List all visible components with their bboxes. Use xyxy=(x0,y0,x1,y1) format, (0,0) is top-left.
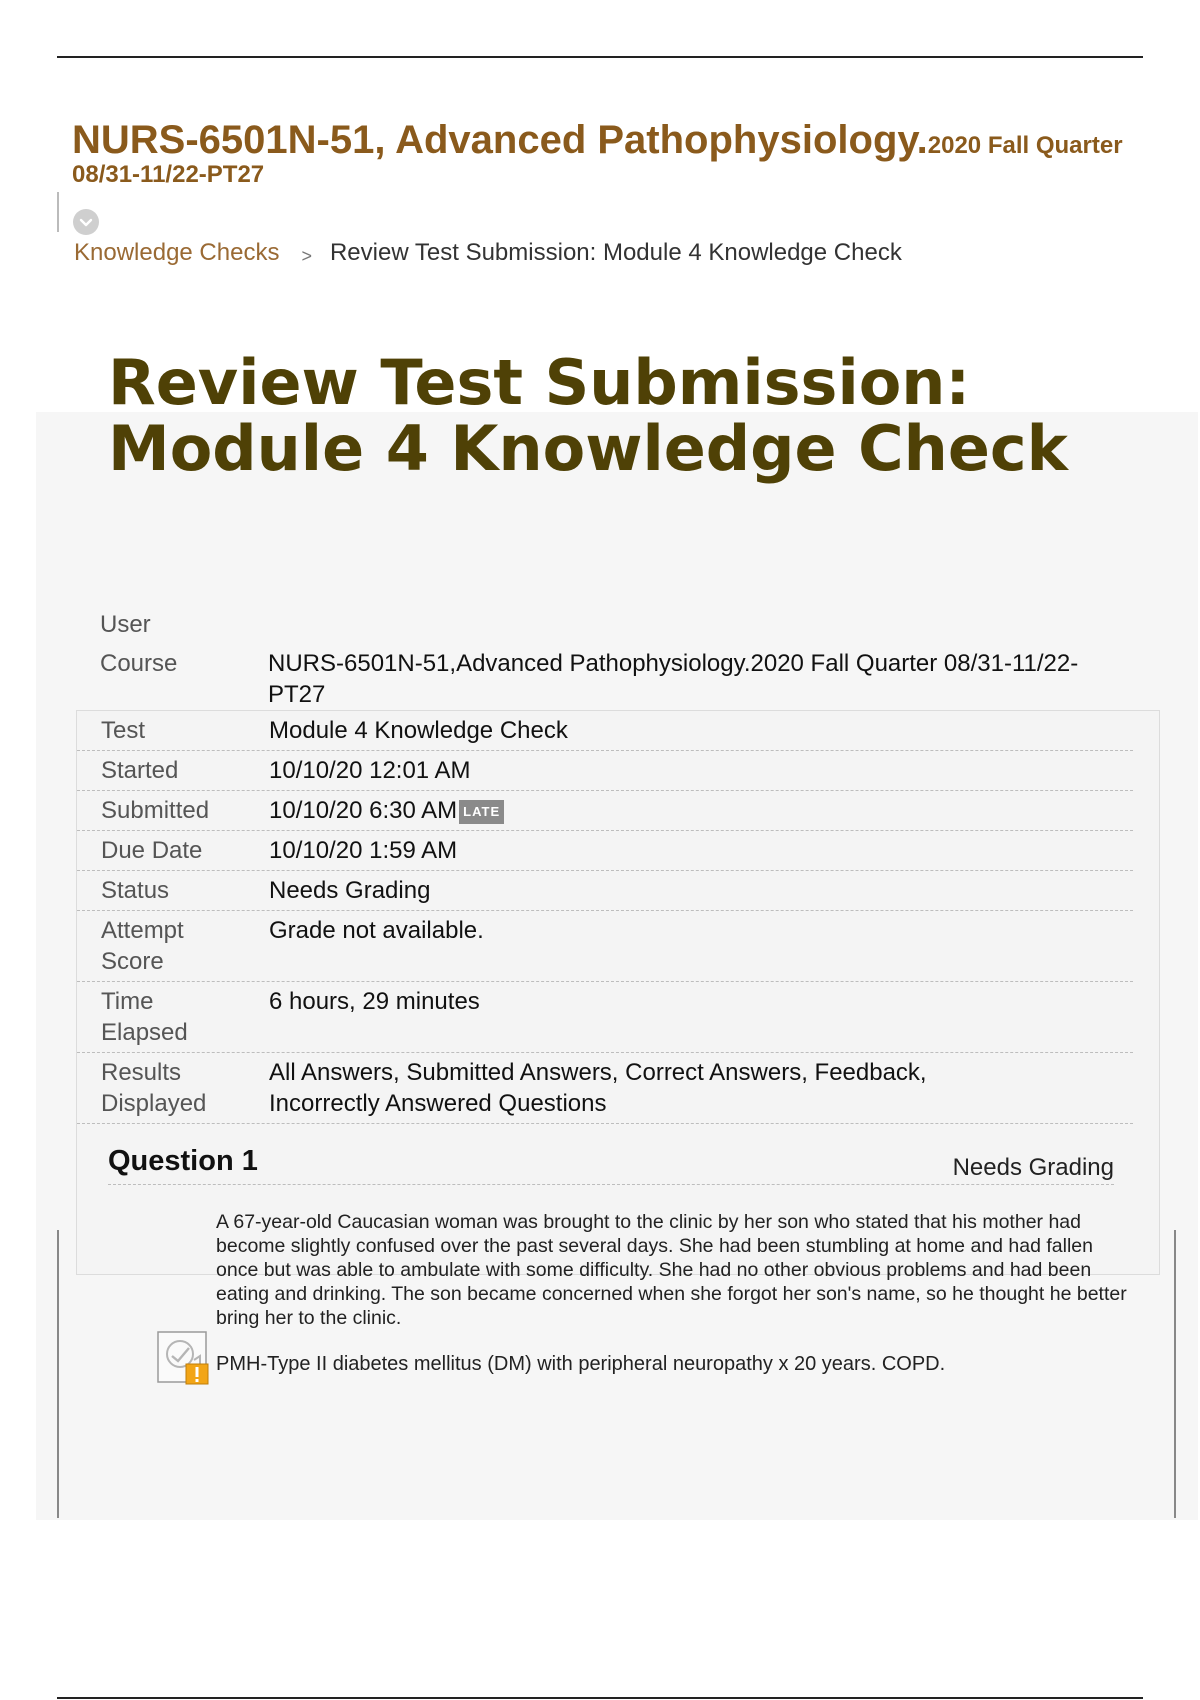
breadcrumb-current: Review Test Submission: Module 4 Knowledge Check xyxy=(329,239,902,266)
results-displayed-label: Results Displayed xyxy=(101,1059,207,1117)
course-label: Course xyxy=(100,650,178,677)
detail-row-test xyxy=(77,711,1133,751)
breadcrumb-separator: > xyxy=(301,245,312,266)
detail-row-time-elapsed xyxy=(77,982,1133,1053)
attachment-text: PMH-Type II diabetes mellitus (DM) with peripheral neuropathy x 20 years. COPD. xyxy=(216,1352,946,1375)
submitted-value: 10/10/20 6:30 AM xyxy=(269,797,458,824)
due-date-label: Due Date xyxy=(101,837,203,864)
detail-row-status xyxy=(77,871,1133,911)
page-title: Review Test Submission: Module 4 Knowledge Check xyxy=(108,346,1068,485)
started-label: Started xyxy=(101,757,179,784)
detail-row-started xyxy=(77,751,1133,791)
detail-row-submitted xyxy=(77,791,1133,831)
breadcrumb-knowledge-checks[interactable]: Knowledge Checks xyxy=(74,239,280,266)
due-date-value: 10/10/20 1:59 AM xyxy=(269,837,458,864)
detail-row-results-displayed xyxy=(77,1053,1133,1124)
course-value: NURS-6501N-51,Advanced Pathophysiology.2020 Fall Quarter 08/31-11/22-PT27 xyxy=(268,650,1079,708)
test-value: Module 4 Knowledge Check xyxy=(269,717,568,744)
detail-row-user xyxy=(76,605,1132,644)
started-value: 10/10/20 12:01 AM xyxy=(269,757,471,784)
submitted-label: Submitted xyxy=(101,797,210,824)
time-elapsed-value: 6 hours, 29 minutes xyxy=(269,988,480,1015)
chevron-down-icon[interactable] xyxy=(73,209,99,235)
detail-row-attempt-score xyxy=(77,911,1133,982)
status-value: Needs Grading xyxy=(269,877,431,904)
detail-row-due-date xyxy=(77,831,1133,871)
test-label: Test xyxy=(101,717,146,744)
panel-border-right xyxy=(1174,1230,1176,1518)
attempt-score-label: Attempt Score xyxy=(101,917,184,975)
status-label: Status xyxy=(101,877,170,904)
submitted-cell xyxy=(269,795,1133,826)
details-box xyxy=(76,710,1160,1275)
top-rule xyxy=(57,56,1143,58)
course-title-main: NURS-6501N-51, Advanced Pathophysiology. xyxy=(72,118,928,162)
menu-divider xyxy=(57,192,59,232)
results-displayed-value: All Answers, Submitted Answers, Correct Answers, Feedback, Incorrectly Answered Questions xyxy=(269,1059,927,1117)
question-attachment xyxy=(156,1330,945,1386)
course-title[interactable] xyxy=(72,118,1132,188)
time-elapsed-label: Time Elapsed xyxy=(101,988,188,1046)
bottom-rule xyxy=(57,1697,1143,1699)
late-badge: LATE xyxy=(459,800,504,824)
detail-row-course xyxy=(76,644,1132,710)
course-title-term: 2020 Fall Quarter 08/31-11/22-PT27 xyxy=(72,132,1123,188)
question-status: Needs Grading xyxy=(952,1154,1114,1181)
document-warning-icon[interactable] xyxy=(156,1330,212,1386)
attempt-score-value: Grade not available. xyxy=(269,917,484,944)
user-label: User xyxy=(100,611,151,638)
question-title: Question 1 xyxy=(108,1145,258,1177)
panel-border-left xyxy=(57,1230,59,1518)
question-header xyxy=(108,1145,1114,1185)
question-text: A 67-year-old Caucasian woman was brought to the clinic by her son who stated that his mother had become slightly confused over the past several days. She had been stumbling at home and had fallen once but was able to ambulate with some difficulty. She had no other obvious problems and had been eating and drinking. The son became concerned when she forgot her son's name, so he thought he better bring her to the clinic. xyxy=(216,1211,1127,1329)
breadcrumb xyxy=(74,239,902,267)
user-value xyxy=(268,609,1132,640)
